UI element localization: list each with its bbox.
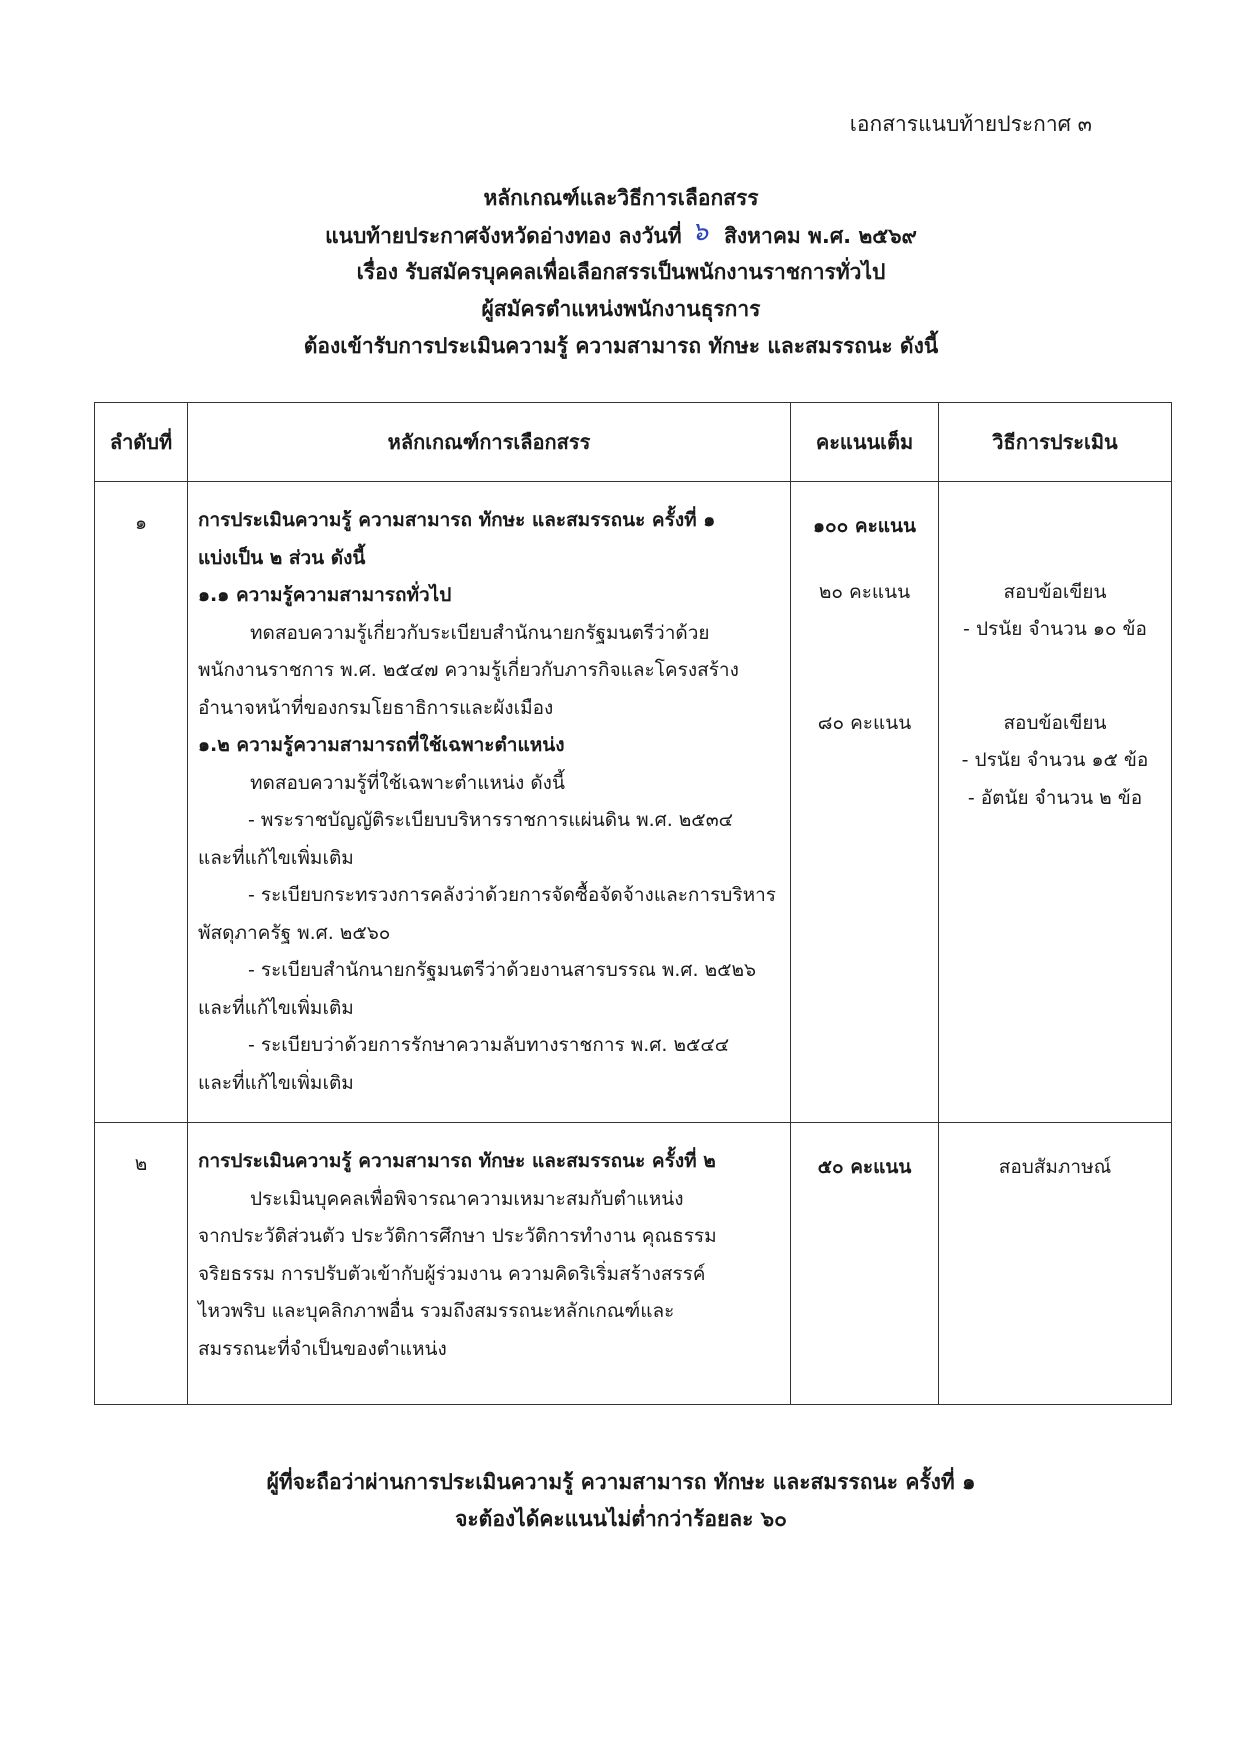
announcement-date-line <box>0 217 1242 254</box>
score-cell <box>791 482 939 1123</box>
spacer <box>792 546 937 574</box>
criteria-heading: การประเมินความรู้ ความสามารถ ทักษะ และสมรรถนะ ครั้งที่ ๒ <box>198 1150 716 1172</box>
method-cell <box>939 482 1172 1123</box>
method-type: สอบสัมภาษณ์ <box>998 1156 1112 1178</box>
table-row <box>95 482 1172 1123</box>
subject-line: เรื่อง รับสมัครบุคคลเพื่อเลือกสรรเป็นพนักงานราชการทั่วไป <box>356 260 886 284</box>
score-part-1: ๒๐ คะแนน <box>818 580 911 603</box>
criteria-text: พัสดุภาครัฐ พ.ศ. ๒๕๖๐ <box>198 921 391 944</box>
method-2-detail: - ปรนัย จำนวน ๑๕ ข้อ <box>961 749 1149 771</box>
column-header-criteria: หลักเกณฑ์การเลือกสรร <box>188 403 791 482</box>
criteria-subheading: แบ่งเป็น ๒ ส่วน ดังนี้ <box>198 546 366 569</box>
criteria-text: จริยธรรม การปรับตัวเข้ากับผู้ร่วมงาน ความคิดริเริ่มสร้างสรรค์ <box>198 1262 706 1285</box>
passing-criteria-line-2: จะต้องได้คะแนนไม่ต่ำกว่าร้อยละ ๖๐ <box>455 1507 787 1531</box>
spacer <box>792 611 937 705</box>
column-header-number: ลำดับที่ <box>95 403 188 482</box>
attachment-label: เอกสารแนบท้ายประกาศ ๓ <box>849 112 1092 136</box>
announcement-reference: แนบท้ายประกาศจังหวัดอ่างทอง ลงวันที่ <box>325 224 682 248</box>
handwritten-day: ๖ <box>691 217 709 247</box>
table-header-row <box>95 403 1172 482</box>
score-total: ๕๐ คะแนน <box>817 1156 912 1178</box>
method-1-type: สอบข้อเขียน <box>1003 580 1107 603</box>
score-part-2: ๘๐ คะแนน <box>817 712 912 734</box>
passing-criteria-line-1: ผู้ที่จะถือว่าผ่านการประเมินความรู้ ความสามารถ ทักษะ และสมรรถนะ ครั้งที่ ๑ <box>266 1470 976 1494</box>
criteria-text: จากประวัติส่วนตัว ประวัติการศึกษา ประวัติการทำงาน คุณธรรม <box>198 1225 717 1247</box>
method-2-type: สอบข้อเขียน <box>1003 711 1107 734</box>
assessment-intro-line: ต้องเข้ารับการประเมินความรู้ ความสามารถ ทักษะ และสมรรถนะ ดังนี้ <box>303 334 939 358</box>
criteria-text: อำนาจหน้าที่ของกรมโยธาธิการและผังเมือง <box>198 696 554 719</box>
criteria-text: ทดสอบความรู้ที่ใช้เฉพาะตำแหน่ง ดังนี้ <box>250 771 565 794</box>
document-title: หลักเกณฑ์และวิธีการเลือกสรร <box>483 186 759 210</box>
criteria-text: ทดสอบความรู้เกี่ยวกับระเบียบสำนักนายกรัฐมนตรีว่าด้วย <box>250 621 710 644</box>
criteria-text: สมรรถนะที่จำเป็นของตำแหน่ง <box>198 1337 447 1360</box>
method-1-detail: - ปรนัย จำนวน ๑๐ ข้อ <box>963 618 1147 640</box>
score-cell <box>791 1123 939 1405</box>
criteria-list-item: - ระเบียบสำนักนายกรัฐมนตรีว่าด้วยงานสารบรรณ พ.ศ. ๒๕๒๖ <box>248 959 757 981</box>
passing-criteria-note <box>0 1464 1242 1538</box>
method-2-detail: - อัตนัย จำนวน ๒ ข้อ <box>967 786 1143 809</box>
criteria-list-item: - ระเบียบกระทรวงการคลังว่าด้วยการจัดซื้อจัดจ้างและการบริหาร <box>248 884 776 906</box>
criteria-cell <box>188 1123 791 1405</box>
row-number: ๒ <box>95 1123 188 1405</box>
criteria-text: ประเมินบุคคลเพื่อพิจารณาความเหมาะสมกับตำแหน่ง <box>250 1187 684 1210</box>
spacer <box>940 649 1170 705</box>
spacer <box>940 508 1170 546</box>
section-heading-1-2: ๑.๒ ความรู้ความสามารถที่ใช้เฉพาะตำแหน่ง <box>198 734 565 756</box>
spacer <box>940 546 1170 574</box>
method-cell <box>939 1123 1172 1405</box>
criteria-heading: การประเมินความรู้ ความสามารถ ทักษะ และสมรรถนะ ครั้งที่ ๑ <box>198 509 716 531</box>
criteria-text: และที่แก้ไขเพิ่มเติม <box>198 1071 354 1094</box>
column-header-method: วิธีการประเมิน <box>939 403 1172 482</box>
document-header <box>0 180 1242 365</box>
table-row <box>95 1123 1172 1405</box>
criteria-list-item: - พระราชบัญญัติระเบียบบริหารราชการแผ่นดิน พ.ศ. ๒๕๓๔ <box>248 809 734 831</box>
criteria-text: และที่แก้ไขเพิ่มเติม <box>198 996 354 1019</box>
criteria-text: พนักงานราชการ พ.ศ. ๒๕๔๗ ความรู้เกี่ยวกับภารกิจและโครงสร้าง <box>198 659 739 681</box>
row-number: ๑ <box>95 482 188 1123</box>
criteria-table <box>94 402 1172 1405</box>
position-line: ผู้สมัครตำแหน่งพนักงานธุรการ <box>481 297 761 321</box>
score-total: ๑๐๐ คะแนน <box>812 515 916 537</box>
criteria-list-item: - ระเบียบว่าด้วยการรักษาความลับทางราชการ พ.ศ. ๒๕๔๔ <box>248 1034 730 1056</box>
section-heading-1-1: ๑.๑ ความรู้ความสามารถทั่วไป <box>198 584 452 606</box>
criteria-text: และที่แก้ไขเพิ่มเติม <box>198 846 354 869</box>
column-header-full-score: คะแนนเต็ม <box>791 403 939 482</box>
criteria-cell <box>188 482 791 1123</box>
announcement-month-year: สิงหาคม พ.ศ. ๒๕๖๙ <box>724 224 917 248</box>
criteria-text: ไหวพริบ และบุคลิกภาพอื่น รวมถึงสมรรถนะหลักเกณฑ์และ <box>198 1300 675 1322</box>
